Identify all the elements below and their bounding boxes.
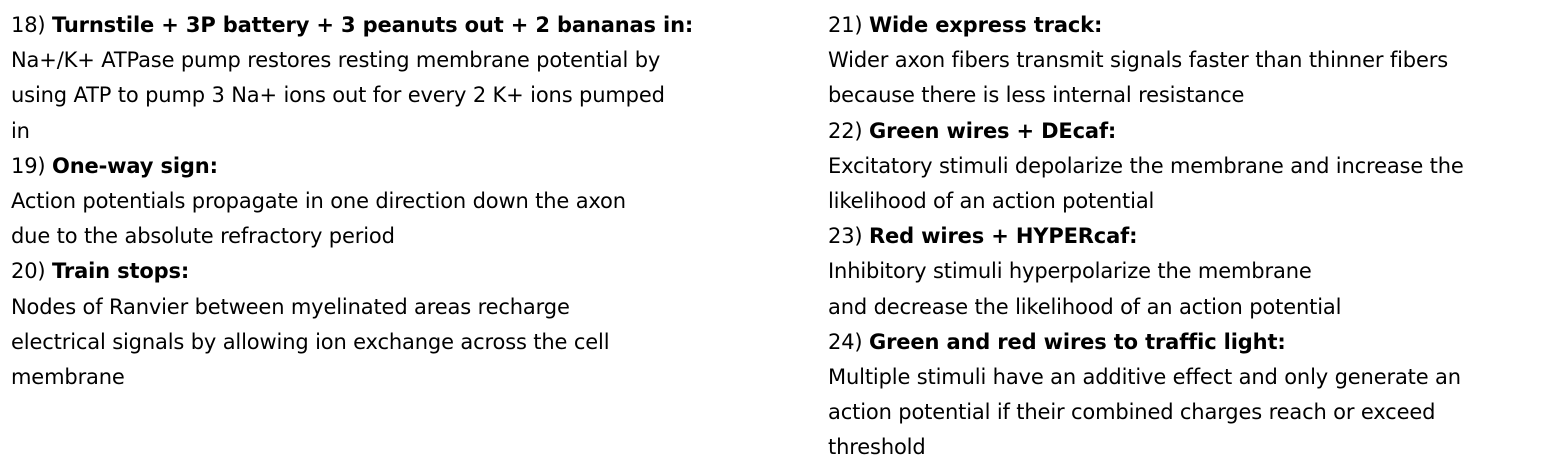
note-item-22 bbox=[828, 114, 1553, 220]
note-title: Turnstile + 3P battery + 3 peanuts out + 2 bananas in: bbox=[52, 13, 694, 37]
note-line: in bbox=[11, 118, 30, 143]
note-number: 23) bbox=[828, 224, 863, 249]
note-line: Inhibitory stimuli hyperpolarize the membrane bbox=[828, 259, 1312, 284]
note-line: likelihood of an action potential bbox=[828, 189, 1155, 214]
note-line: Action potentials propagate in one direction down the axon bbox=[11, 189, 626, 214]
note-title: Wide express track: bbox=[869, 13, 1103, 37]
note-line: using ATP to pump 3 Na+ ions out for every 2 K+ ions pumped bbox=[11, 83, 665, 108]
note-body bbox=[11, 290, 771, 396]
note-heading bbox=[828, 114, 1553, 149]
note-item-18 bbox=[11, 8, 771, 149]
note-item-19 bbox=[11, 149, 771, 255]
note-line: and decrease the likelihood of an action potential bbox=[828, 294, 1342, 319]
note-line: membrane bbox=[11, 365, 125, 390]
note-line: Nodes of Ranvier between myelinated areas recharge bbox=[11, 294, 570, 319]
note-body bbox=[11, 43, 771, 149]
note-title: Train stops: bbox=[52, 259, 190, 284]
note-title: Green wires + DEcaf: bbox=[869, 118, 1117, 143]
note-title: One-way sign: bbox=[52, 153, 218, 178]
note-body bbox=[11, 184, 771, 254]
note-line: Na+/K+ ATPase pump restores resting membrane potential by bbox=[11, 48, 661, 73]
note-number: 21) bbox=[828, 13, 863, 37]
note-title: Red wires + HYPERcaf: bbox=[869, 224, 1138, 249]
note-heading bbox=[11, 149, 771, 184]
note-line: because there is less internal resistance bbox=[828, 83, 1245, 108]
note-item-20 bbox=[11, 254, 771, 395]
note-number: 24) bbox=[828, 329, 863, 354]
note-heading bbox=[828, 325, 1553, 360]
note-title: Green and red wires to traffic light: bbox=[869, 329, 1286, 354]
right-column bbox=[828, 8, 1553, 466]
left-column bbox=[11, 8, 771, 395]
note-item-21 bbox=[828, 8, 1553, 114]
note-heading bbox=[828, 219, 1553, 254]
note-number: 18) bbox=[11, 13, 46, 37]
note-line: electrical signals by allowing ion exchange across the cell bbox=[11, 329, 610, 354]
note-heading bbox=[11, 8, 771, 43]
note-body bbox=[828, 149, 1553, 219]
note-heading bbox=[828, 8, 1553, 43]
note-line: Excitatory stimuli depolarize the membrane and increase the bbox=[828, 153, 1464, 178]
note-body bbox=[828, 43, 1553, 113]
note-line: threshold bbox=[828, 435, 926, 460]
note-line: due to the absolute refractory period bbox=[11, 224, 395, 249]
note-number: 19) bbox=[11, 153, 46, 178]
note-item-24 bbox=[828, 325, 1553, 466]
note-body bbox=[828, 254, 1553, 324]
note-item-23 bbox=[828, 219, 1553, 325]
note-number: 20) bbox=[11, 259, 46, 284]
note-body bbox=[828, 360, 1553, 466]
note-number: 22) bbox=[828, 118, 863, 143]
note-line: Wider axon fibers transmit signals faster than thinner fibers bbox=[828, 48, 1449, 73]
note-line: action potential if their combined charges reach or exceed bbox=[828, 400, 1436, 425]
note-line: Multiple stimuli have an additive effect and only generate an bbox=[828, 365, 1461, 390]
note-heading bbox=[11, 254, 771, 289]
